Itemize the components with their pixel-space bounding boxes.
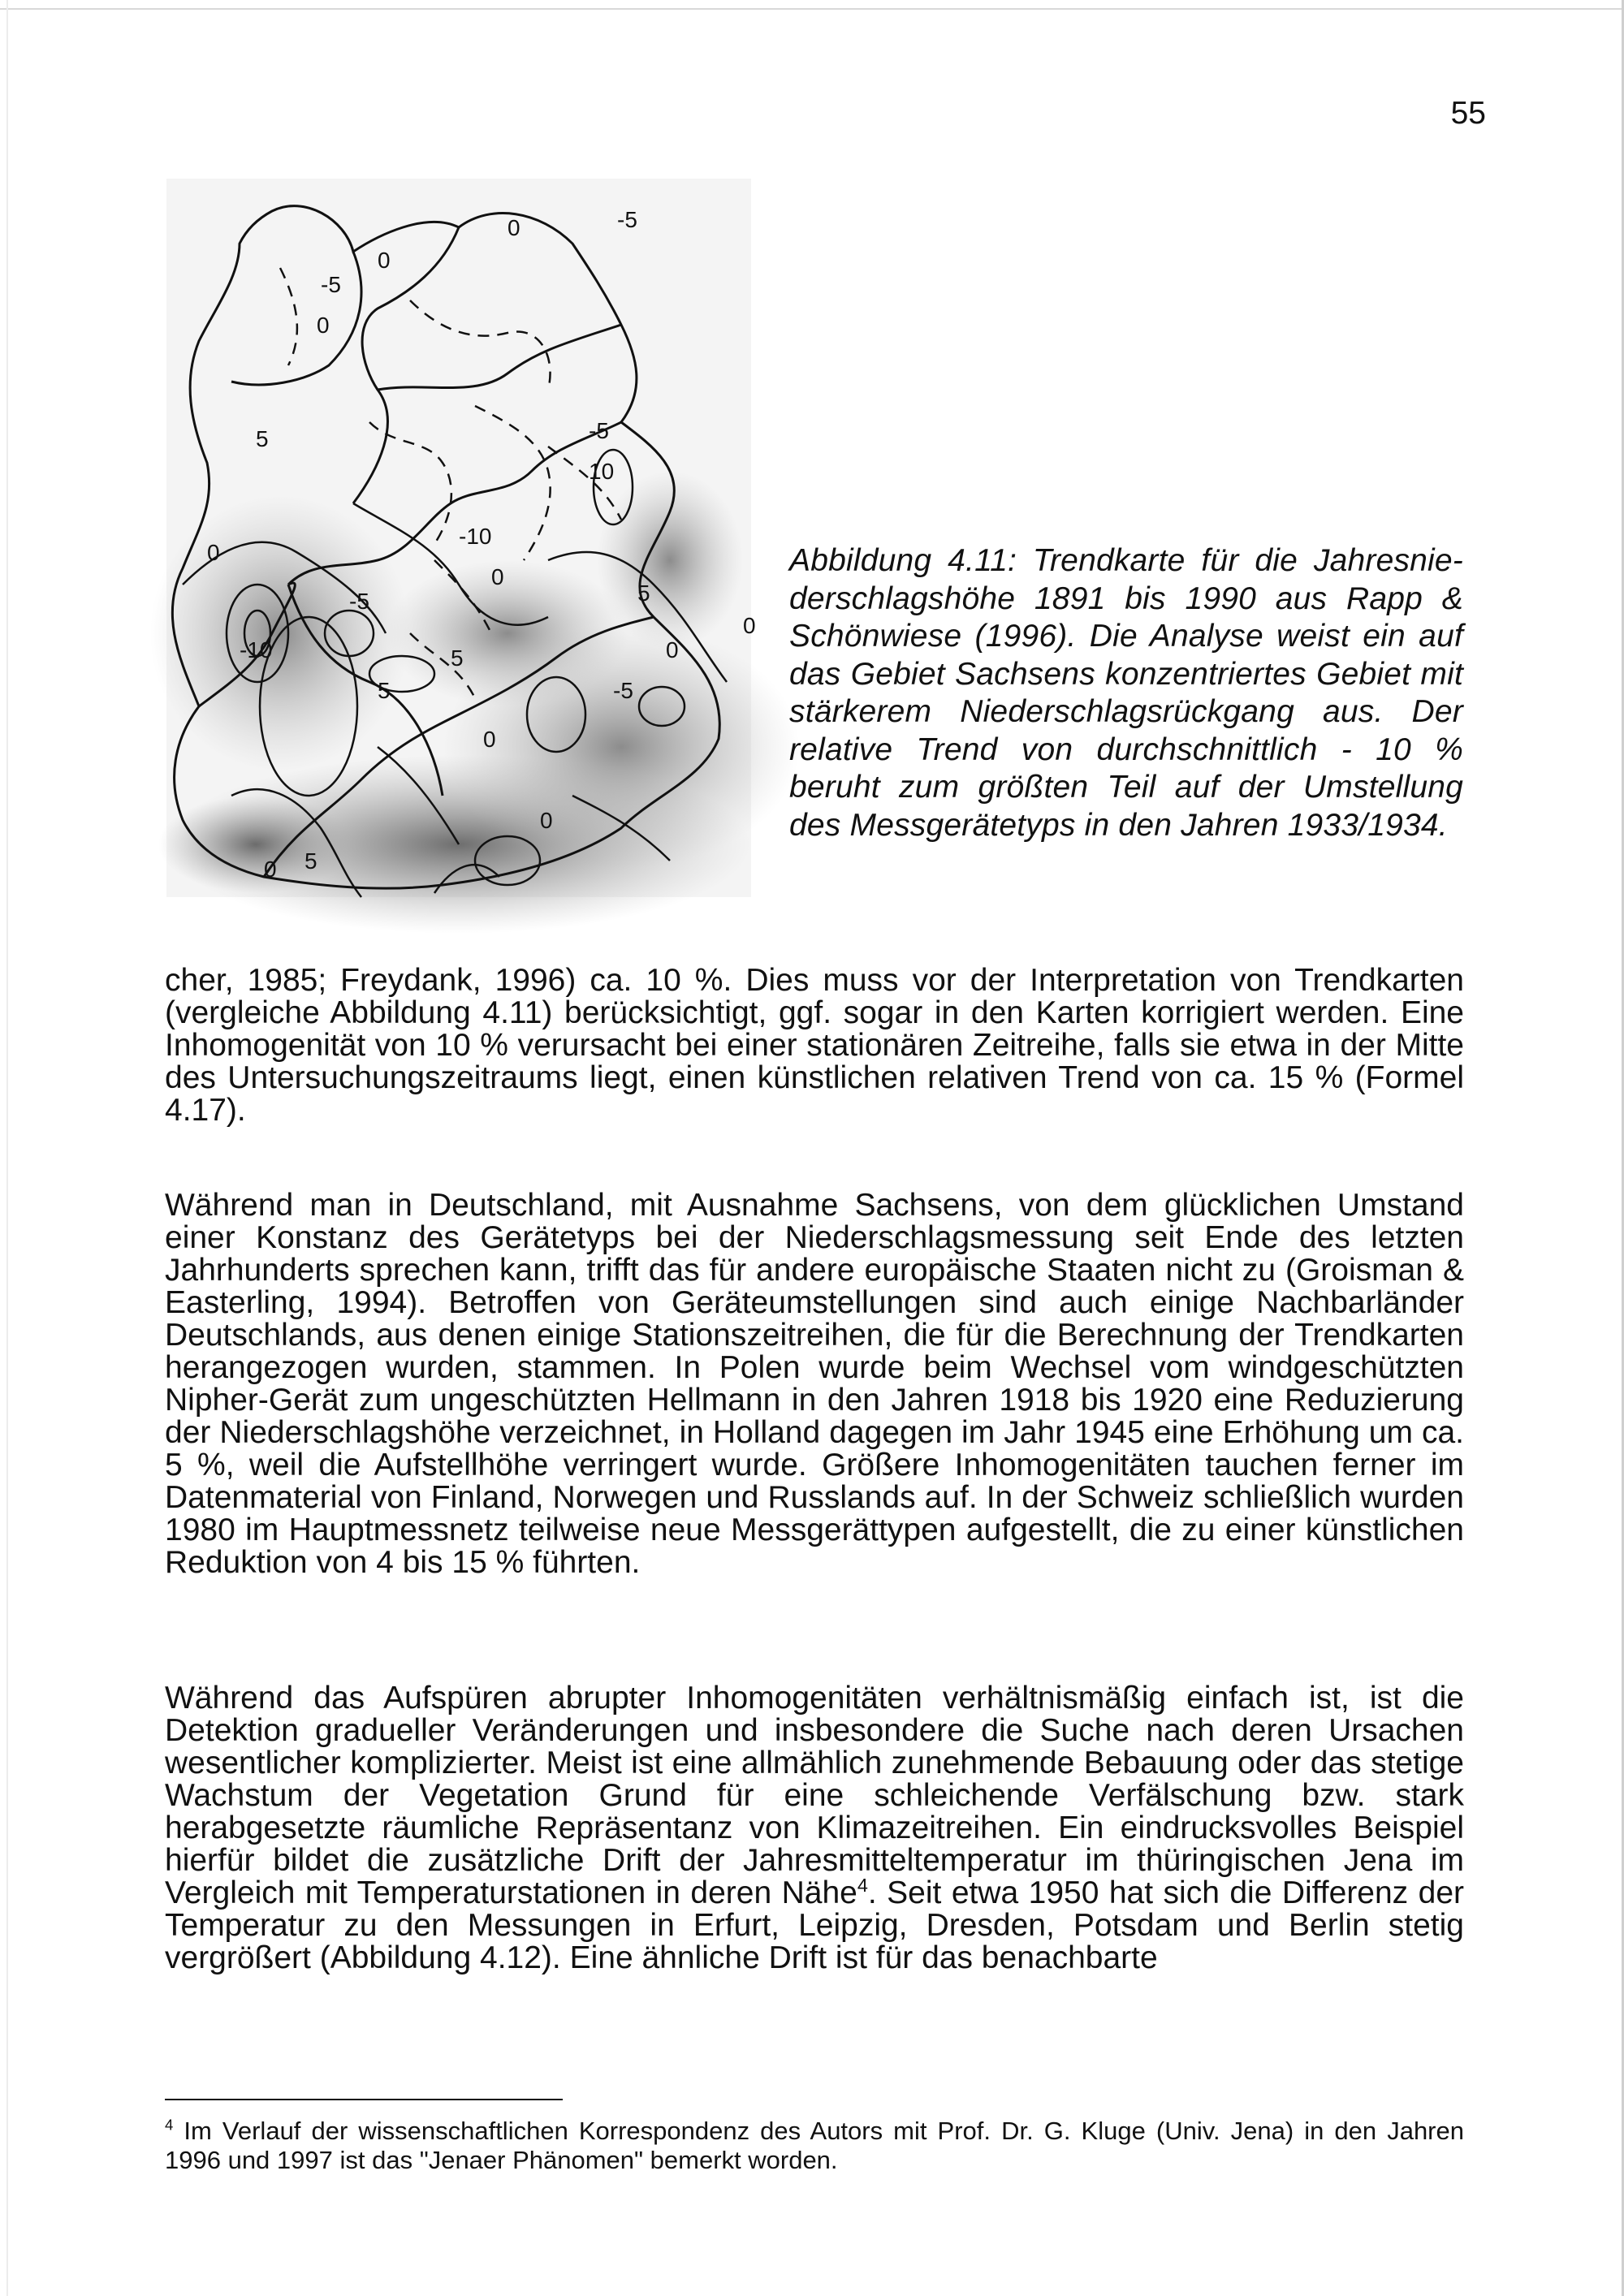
footnote-mark: 4	[165, 2116, 174, 2134]
page-number: 55	[1450, 96, 1486, 131]
body-paragraph-2: Während man in Deutschland, mit Ausnahme Sachsens, von dem glücklichen Umstand einer Konstanz des Gerätetyps bei der Niederschlagsmessung seit Ende des letzten Jahrhunderts sprechen kann, trifft das für andere europäische Staaten nicht zu (Groisman & Easterling, 1994). Betroffen von Geräteumstellungen sind auch einige Nachbarländer Deutschlands, aus denen einige Stationszeitreihen, die für die Berechnung der Trendkarten herangezogen wurden, stammen. In Polen wurde beim Wechsel vom windgeschützten Nipher-Gerät zum ungeschützten Hellmann in den Jahren 1918 bis 1920 eine Reduzierung der Niederschlagshöhe verzeichnet, in Holland dagegen im Jahr 1945 eine Erhöhung um ca. 5 %, weil die Aufstellhöhe verringert wurde. Größere Inhomogenitäten tauchen ferner im Datenmaterial von Finland, Norwegen und Russlands auf. In der Schweiz schließlich wurden 1980 im Hauptmessnetz teilweise neue Messgerättypen aufgestellt, die zu einer künstlichen Reduktion von 4 bis 15 % führten.	[165, 1188, 1464, 1580]
map-label: 0	[483, 727, 496, 752]
map-label: 5	[304, 848, 317, 874]
map-relief-shading	[150, 179, 800, 934]
map-label: 0	[666, 637, 679, 662]
map-label: 5	[256, 426, 269, 451]
map-label: 0	[378, 248, 391, 273]
paragraph-3-rest: . Seit etwa 1950 hat sich die Differenz der Temperatur zu den Messungen in Erfurt, Leipzig, Dresden, Potsdam und Berlin stetig vergrößert (Abbildung 4.12). Eine ähnliche Drift ist für das benachbarte	[165, 1875, 1465, 1975]
map-label: 5	[637, 580, 650, 606]
footnote-text: Im Verlauf der wissenschaftlichen Korrespondenz des Autors mit Prof. Dr. G. Kluge (Univ. Jena) in den Jahren 1996 und 1997 ist das "Jenaer Phänomen" bemerkt worden.	[165, 2117, 1464, 2174]
body-paragraph-1: cher, 1985; Freydank, 1996) ca. 10 %. Dies muss vor der Interpretation von Trendkarten (vergleiche Abbildung 4.11) berücksichtigt, ggf. sogar in den Karten korrigiert werden. Eine Inhomogenität von 10 % verursacht bei einer stationären Zeitreihe, falls sie etwa in der Mitte des Untersuchungszeitraums liegt, einen künstlichen relativen Trend von ca. 15 % (Formel 4.17).	[165, 963, 1464, 1128]
map-label: 5	[451, 645, 464, 671]
map-label: 0	[508, 215, 520, 240]
map-label: -5	[349, 589, 369, 614]
map-label: 0	[207, 540, 220, 565]
footnote	[165, 2117, 1464, 2175]
map-label: 0	[540, 808, 553, 833]
map-label: -10	[240, 637, 273, 662]
paragraph-3-text: Während das Aufspüren abrupter Inhomogenitäten verhältnismäßig einfach ist, ist die Detektion gradueller Veränderungen und insbesondere die Suche nach deren Ursachen wesentlicher komplizierter. Meist ist eine allmählich zunehmende Bebauung oder das stetige Wachstum der Vegetation Grund für eine schleichende Verfälschung bzw. stark herabgesetzte räumliche Repräsentanz von Klimazeitreihen. Ein eindrucksvolles Beispiel hierfür bildet die zusätzliche Drift der Jahresmitteltemperatur im thüringischen Jena im Vergleich mit Temperaturstationen in deren Nähe	[165, 1681, 1464, 1910]
trend-map-figure	[166, 179, 756, 897]
figure-caption: Abbildung 4.11: Trendkarte für die Jahresnie-derschlagshöhe 1891 bis 1990 aus Rapp & Schönwiese (1996). Die Analyse weist ein auf das Gebiet Sachsens konzentriertes Gebiet mit stärkerem Niederschlagsrückgang aus. Der relative Trend von durchschnittlich - 10 % beruht zum größten Teil auf der Umstellung des Messgerätetyps in den Jahren 1933/1934.	[789, 543, 1463, 843]
map-label: 0	[264, 857, 277, 882]
map-label: -5	[617, 207, 637, 232]
map-label: 0	[743, 613, 756, 638]
map-label: -5	[589, 418, 609, 443]
map-label: 5	[378, 678, 391, 703]
body-paragraph-3	[165, 1682, 1464, 1974]
map-label: -10	[459, 524, 492, 549]
footnote-rule	[165, 2099, 563, 2100]
map-label: 0	[317, 313, 330, 338]
trend-map	[166, 179, 756, 897]
map-label: 0	[491, 564, 504, 589]
scan-edge-top	[0, 8, 1624, 10]
scan-edge-left	[6, 0, 8, 2296]
map-label: 10	[589, 459, 615, 484]
map-label: -5	[321, 272, 341, 297]
footnote-reference: 4	[857, 1875, 868, 1896]
map-label: -5	[613, 678, 633, 703]
